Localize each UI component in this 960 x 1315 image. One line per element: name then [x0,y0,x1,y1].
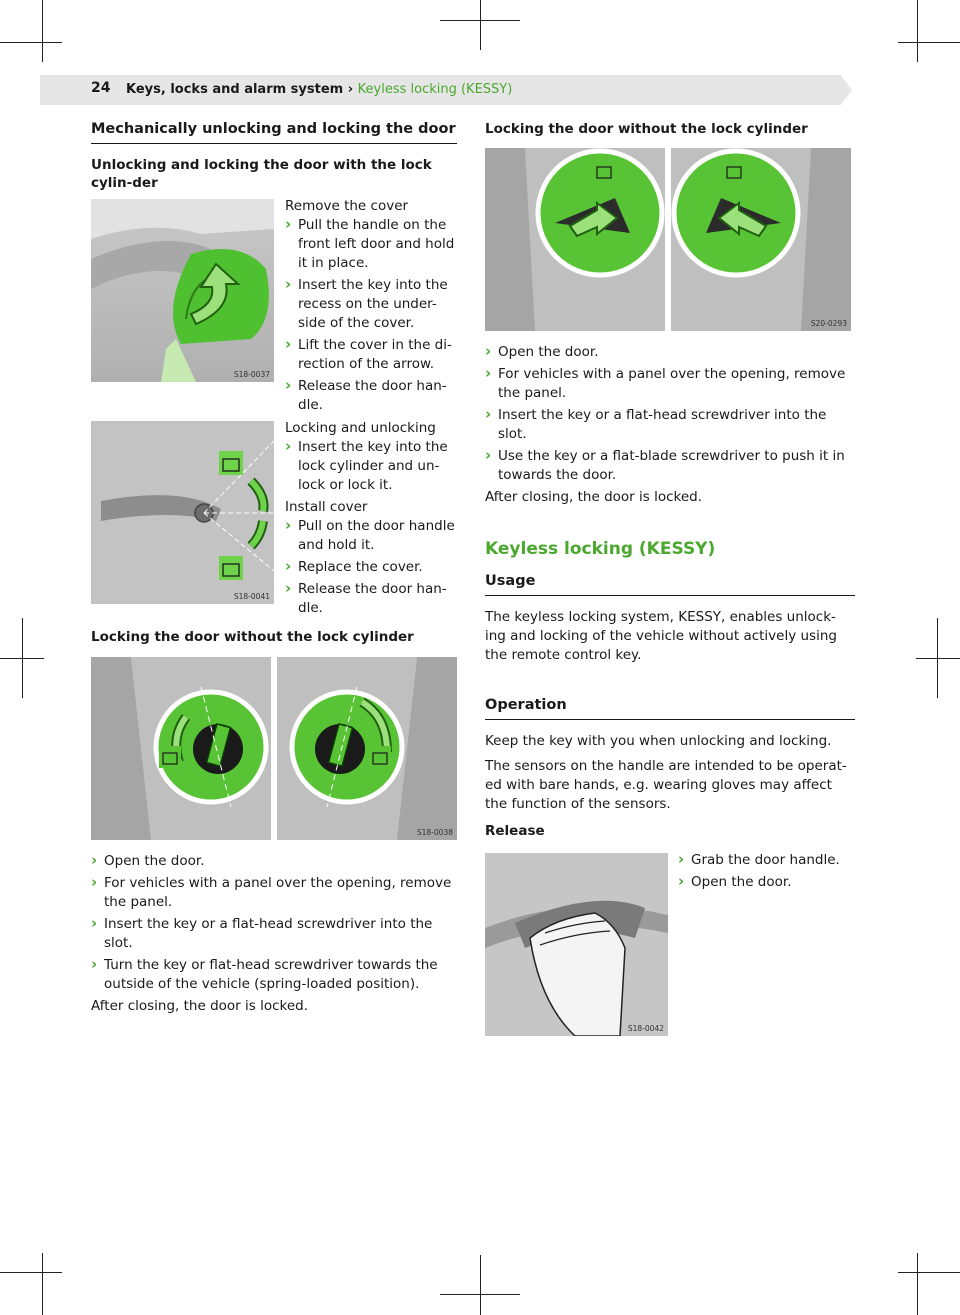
figure-lock-cylinder [91,421,274,604]
figure-push-left [485,148,665,331]
section-title-mechanical: Mechanically unlocking and locking the door [91,121,457,144]
breadcrumb [126,82,512,97]
after-closing-right: After closing, the door is locked. [485,489,703,505]
list-item: › For vehicles with a panel over the opening, remove the panel. [485,365,855,403]
figure-push-right [671,148,851,331]
list-item: › Open the door. [678,873,853,892]
page-number: 24 [91,80,111,96]
figure-code: S18-0041 [233,592,270,601]
lock-unlock-steps [285,438,460,495]
hand-handle-illustration [485,853,668,1036]
list-item: › Insert the key or a flat-head screwdriver into the slot. [91,915,461,953]
crop-mark [440,1294,520,1295]
usage-title: Usage [485,573,855,596]
subtitle-lock-cylinder: Unlocking and locking the door with the lock cylin-der [91,157,432,191]
figure-code: S18-0042 [627,1024,664,1033]
crop-mark [917,0,918,62]
crop-mark [0,1272,62,1273]
list-item: › For vehicles with a panel over the opening, remove the panel. [91,874,461,912]
breadcrumb-current[interactable]: Keyless locking (KESSY) [357,82,513,97]
turn-key-illustration [277,657,457,840]
list-item: › Open the door. [91,852,461,871]
crop-mark [916,658,960,659]
list-item: › Insert the key or a flat-head screwdriver into the slot. [485,406,855,444]
figure-turn-right [277,657,457,840]
no-cylinder-steps-left [91,852,461,994]
list-item: › Use the key or a flat-blade screwdriver to push it in towards the door. [485,447,855,485]
crop-mark [0,42,62,43]
remove-cover-steps [285,216,460,415]
figure-code: S18-0037 [233,370,270,379]
operation-text-1: Keep the key with you when unlocking and locking. [485,733,832,749]
lock-unlock-label: Locking and unlocking [285,420,436,436]
figure-remove-cover [91,199,274,382]
push-slot-illustration [671,148,851,331]
list-item: › Open the door. [485,343,855,362]
list-item: › Pull the handle on the front left door and hold it in place. [285,216,460,273]
usage-text: The keyless locking system, KESSY, enables unlock-ing and locking of the vehicle without actively using the remote control key. [485,609,837,663]
subtitle-no-cylinder-left: Locking the door without the lock cylinder [91,629,414,645]
list-item: › Release the door han-dle. [285,377,460,415]
subtitle-no-cylinder-right: Locking the door without the lock cylinder [485,121,808,137]
list-item: › Grab the door handle. [678,851,853,870]
figure-code: S20-0293 [810,319,847,328]
release-label: Release [485,823,545,839]
handle-cover-illustration [91,199,274,382]
crop-mark [898,1272,960,1273]
crop-mark [440,20,520,21]
list-item: › Insert the key into the lock cylinder and un-lock or lock it. [285,438,460,495]
remove-cover-label: Remove the cover [285,198,409,214]
figure-code: S18-0038 [416,828,453,837]
crop-mark [42,0,43,62]
breadcrumb-separator: › [343,82,358,97]
crop-mark [480,0,481,50]
figure-grab-handle [485,853,668,1036]
crop-mark [42,1253,43,1315]
crop-mark [0,658,44,659]
list-item: › Pull on the door handle and hold it. [285,517,460,555]
operation-title: Operation [485,697,855,720]
list-item: › Release the door han-dle. [285,580,460,618]
breadcrumb-section[interactable]: Keys, locks and alarm system [126,82,344,97]
lock-cylinder-illustration [91,421,274,604]
list-item: › Lift the cover in the di-rection of the arrow. [285,336,460,374]
operation-text-2: The sensors on the handle are intended to be operat-ed with bare hands, e.g. wearing gloves may affect the function of the sensors. [485,758,847,812]
turn-key-illustration [91,657,271,840]
no-cylinder-steps-right [485,343,855,485]
push-slot-illustration [485,148,665,331]
list-item: › Turn the key or flat-head screwdriver towards the outside of the vehicle (spring-loaded position). [91,956,461,994]
figure-turn-left [91,657,271,840]
kessy-title: Keyless locking (KESSY) [485,539,716,559]
list-item: › Insert the key into the recess on the under-side of the cover. [285,276,460,333]
install-cover-label: Install cover [285,499,368,515]
after-closing-left: After closing, the door is locked. [91,998,309,1014]
release-steps [678,851,853,892]
install-cover-steps [285,517,460,618]
crop-mark [917,1253,918,1315]
crop-mark [898,42,960,43]
list-item: › Replace the cover. [285,558,460,577]
crop-mark [480,1255,481,1315]
